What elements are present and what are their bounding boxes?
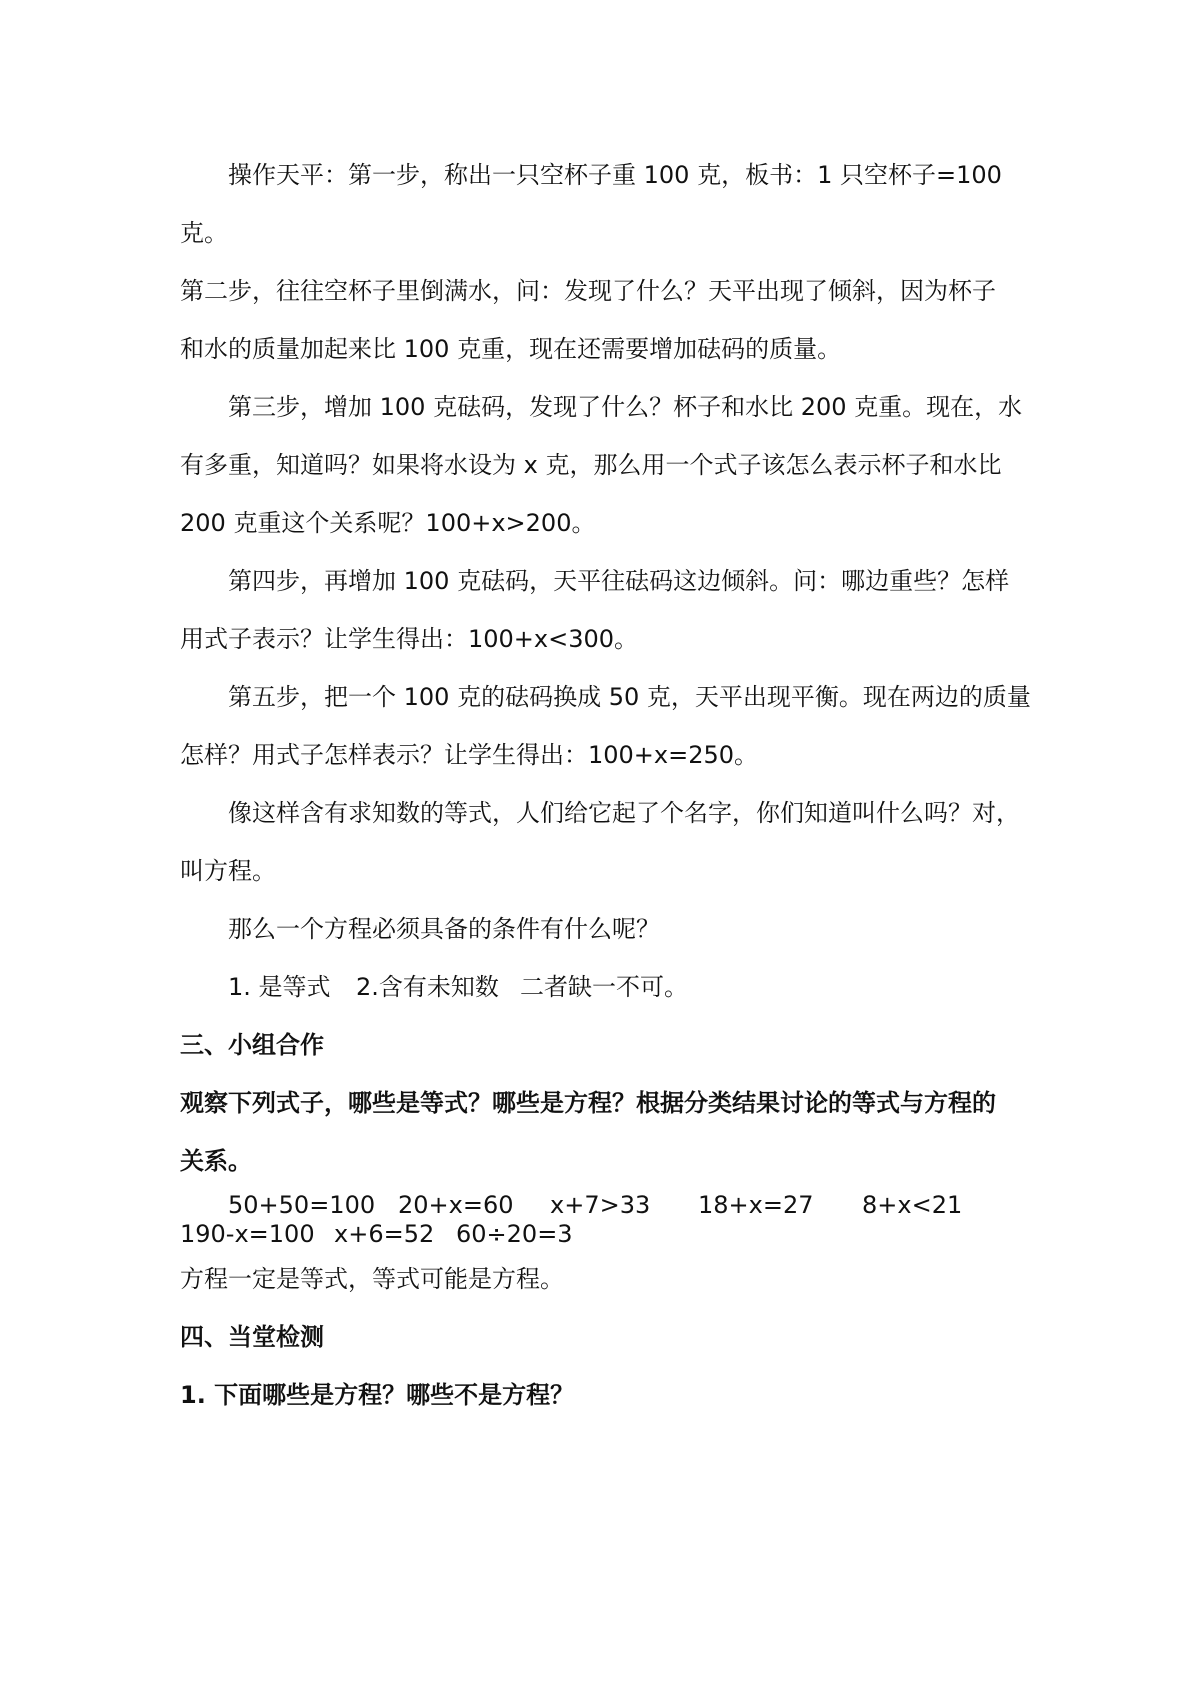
para4-line1: 第四步，再增加 100 克砝码，天平往砝码这边倾斜。问：哪边重些？怎样 [228, 567, 1010, 595]
section3-heading: 三、小组合作 [180, 1031, 324, 1059]
para3-line2: 有多重，知道吗？如果将水设为 x 克，那么用一个式子该怎么表示杯子和水比 [180, 451, 1002, 479]
condition-2: 2.含有未知数 [356, 973, 499, 1001]
section4-heading: 四、当堂检测 [180, 1323, 324, 1351]
para2-line2: 和水的质量加起来比 100 克重，现在还需要增加砝码的质量。 [180, 335, 842, 363]
expression: 20+x=60 [398, 1191, 514, 1219]
para3-line1: 第三步，增加 100 克砝码，发现了什么？杯子和水比 200 克重。现在，水 [228, 393, 1023, 421]
condition-1: 1. 是等式 [228, 973, 331, 1001]
expression: 190-x=100 [180, 1220, 315, 1248]
para1-line2: 克。 [180, 219, 228, 247]
expression: 60÷20=3 [456, 1220, 573, 1248]
expressions-row-1 [180, 1190, 1040, 1220]
para6-line1: 像这样含有求知数的等式，人们给它起了个名字，你们知道叫什么吗？对， [228, 799, 1020, 827]
expression: 8+x<21 [862, 1191, 963, 1219]
document-page [180, 0, 1040, 1684]
condition-note: 二者缺一不可。 [520, 973, 688, 1001]
expression: x+7>33 [550, 1191, 651, 1219]
expression: 18+x=27 [698, 1191, 814, 1219]
expression: 50+50=100 [228, 1191, 376, 1219]
conclusion: 方程一定是等式，等式可能是方程。 [180, 1265, 564, 1293]
para4-line2: 用式子表示？让学生得出：100+x<300。 [180, 625, 639, 653]
para5-line1: 第五步，把一个 100 克的砝码换成 50 克，天平出现平衡。现在两边的质量 [228, 683, 1031, 711]
para3-line3: 200 克重这个关系呢？100+x>200。 [180, 509, 596, 537]
para6-line2: 叫方程。 [180, 857, 276, 885]
section3-task-line2: 关系。 [180, 1147, 252, 1175]
expression: x+6=52 [334, 1220, 435, 1248]
question-1: 1. 下面哪些是方程？哪些不是方程？ [180, 1381, 575, 1409]
expressions-row-2 [180, 1219, 1040, 1249]
para1-line1: 操作天平：第一步，称出一只空杯子重 100 克，板书：1 只空杯子=100 [228, 161, 1002, 189]
para7: 那么一个方程必须具备的条件有什么呢？ [228, 915, 660, 943]
para2-line1: 第二步，往往空杯子里倒满水，问：发现了什么？天平出现了倾斜，因为杯子 [180, 277, 996, 305]
para5-line2: 怎样？用式子怎样表示？让学生得出：100+x=250。 [180, 741, 759, 769]
section3-task-line1: 观察下列式子，哪些是等式？哪些是方程？根据分类结果讨论的等式与方程的 [180, 1089, 996, 1117]
